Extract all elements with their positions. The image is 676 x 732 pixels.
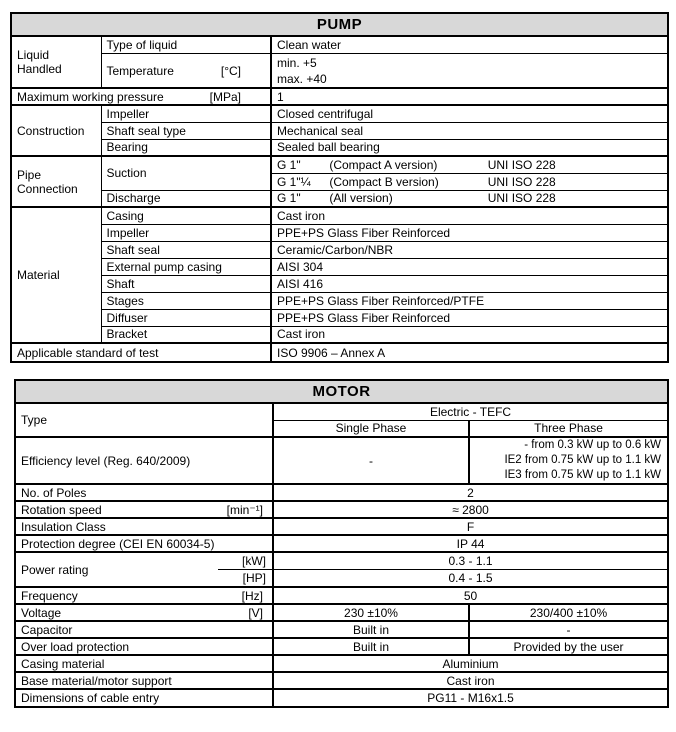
spec-label-max-pressure bbox=[11, 88, 271, 105]
spec-label: Stages bbox=[101, 292, 271, 309]
spec-label: Bearing bbox=[101, 139, 271, 156]
table-row bbox=[11, 105, 668, 122]
unit-label-kw: [kW] bbox=[218, 553, 272, 570]
table-row bbox=[15, 638, 668, 655]
table-row bbox=[11, 207, 668, 224]
table-row bbox=[15, 621, 668, 638]
spec-value: Cast iron bbox=[273, 672, 668, 689]
unit-label: [V] bbox=[248, 605, 263, 620]
voltage-single-phase: 230 ±10% bbox=[273, 604, 469, 621]
pipe-standard: UNI ISO 228 bbox=[487, 191, 556, 206]
spec-label: Efficiency level (Reg. 640/2009) bbox=[15, 437, 273, 484]
pipe-version: (Compact A version) bbox=[329, 157, 438, 172]
table-row bbox=[11, 53, 668, 88]
spec-label: Casing bbox=[101, 207, 271, 224]
overload-three-phase: Provided by the user bbox=[469, 638, 668, 655]
spec-value: ISO 9906 – Annex A bbox=[271, 343, 668, 362]
pipe-size: G 1"¼ bbox=[277, 174, 311, 189]
spec-value: AISI 416 bbox=[271, 275, 668, 292]
spec-value-pipe bbox=[271, 156, 668, 173]
spec-value-pipe bbox=[271, 173, 668, 190]
spec-value: Ceramic/Carbon/NBR bbox=[271, 241, 668, 258]
table-row bbox=[15, 655, 668, 672]
spec-value-pipe bbox=[271, 190, 668, 207]
table-row bbox=[15, 604, 668, 621]
pipe-version: (Compact B version) bbox=[329, 174, 439, 189]
temp-min-value: min. +5 bbox=[277, 55, 317, 70]
spec-label: Frequency bbox=[21, 588, 78, 603]
pipe-size: G 1" bbox=[277, 191, 301, 206]
spec-value: PG11 - M16x1.5 bbox=[273, 689, 668, 707]
spec-value: 2 bbox=[273, 484, 668, 501]
unit-label: [MPa] bbox=[209, 89, 241, 104]
pipe-size: G 1" bbox=[277, 157, 301, 172]
spec-value: Cast iron bbox=[271, 326, 668, 343]
spec-label: Voltage bbox=[21, 605, 62, 620]
table-row bbox=[15, 403, 668, 420]
unit-label: [Hz] bbox=[241, 588, 263, 603]
group-label-construction: Construction bbox=[11, 105, 101, 156]
spec-value: IP 44 bbox=[273, 535, 668, 552]
spec-label-temperature bbox=[101, 53, 271, 88]
spec-label-rotation-speed bbox=[15, 501, 273, 518]
table-row bbox=[11, 258, 668, 275]
spec-label-power-rating bbox=[15, 552, 273, 587]
pipe-standard: UNI ISO 228 bbox=[487, 174, 556, 189]
table-row bbox=[11, 309, 668, 326]
temp-max-value: max. +40 bbox=[277, 71, 327, 86]
table-row bbox=[15, 672, 668, 689]
pipe-version: (All version) bbox=[329, 191, 393, 206]
spec-value: PPE+PS Glass Fiber Reinforced bbox=[271, 224, 668, 241]
spec-label: Temperature bbox=[106, 63, 174, 78]
table-row bbox=[15, 587, 668, 604]
table-row bbox=[15, 518, 668, 535]
group-label-pipe-connection: Pipe Connection bbox=[11, 156, 101, 207]
spec-value: Sealed ball bearing bbox=[271, 139, 668, 156]
table-row bbox=[11, 326, 668, 343]
spec-value: AISI 304 bbox=[271, 258, 668, 275]
spec-label: Type of liquid bbox=[101, 36, 271, 53]
motor-spec-table bbox=[14, 379, 669, 708]
unit-label: [°C] bbox=[220, 63, 241, 78]
motor-type-value: Electric - TEFC bbox=[273, 403, 668, 420]
spec-value-power-hp: 0.4 - 1.5 bbox=[273, 570, 668, 588]
spec-label: Rotation speed bbox=[21, 502, 102, 517]
spec-label: Impeller bbox=[101, 224, 271, 241]
spec-value: Cast iron bbox=[271, 207, 668, 224]
efficiency-three-phase bbox=[469, 437, 668, 484]
table-row bbox=[11, 292, 668, 309]
table-row bbox=[15, 380, 668, 403]
pump-spec-table bbox=[10, 12, 669, 363]
power-units bbox=[218, 553, 272, 586]
table-row bbox=[11, 343, 668, 362]
spec-value: F bbox=[273, 518, 668, 535]
spec-label-type: Type bbox=[15, 403, 273, 437]
group-label-material: Material bbox=[11, 207, 101, 343]
overload-single-phase: Built in bbox=[273, 638, 469, 655]
spec-value: Clean water bbox=[271, 36, 668, 53]
table-row bbox=[15, 689, 668, 707]
spec-value: Aluminium bbox=[273, 655, 668, 672]
spec-value: Closed centrifugal bbox=[271, 105, 668, 122]
table-row bbox=[15, 437, 668, 484]
capacitor-three-phase: - bbox=[469, 621, 668, 638]
table-row bbox=[11, 190, 668, 207]
table-row bbox=[15, 501, 668, 518]
efficiency-single-phase: - bbox=[273, 437, 469, 484]
capacitor-single-phase: Built in bbox=[273, 621, 469, 638]
column-header-single-phase: Single Phase bbox=[273, 420, 469, 437]
table-row bbox=[15, 484, 668, 501]
spec-label: Applicable standard of test bbox=[11, 343, 271, 362]
spec-label: No. of Poles bbox=[15, 484, 273, 501]
spec-label: External pump casing bbox=[101, 258, 271, 275]
column-header-three-phase: Three Phase bbox=[469, 420, 668, 437]
spec-label: Base material/motor support bbox=[15, 672, 273, 689]
spec-value-power-kw: 0.3 - 1.1 bbox=[273, 552, 668, 570]
spec-label: Shaft bbox=[101, 275, 271, 292]
spec-label: Shaft seal bbox=[101, 241, 271, 258]
table-row bbox=[11, 275, 668, 292]
table-row bbox=[11, 224, 668, 241]
spec-label: Insulation Class bbox=[15, 518, 273, 535]
table-row bbox=[11, 36, 668, 53]
spec-value: PPE+PS Glass Fiber Reinforced bbox=[271, 309, 668, 326]
efficiency-line: IE2 from 0.75 kW up to 1.1 kW bbox=[504, 454, 662, 466]
spec-value: 1 bbox=[271, 88, 668, 105]
spec-label: Casing material bbox=[15, 655, 273, 672]
spec-label-frequency bbox=[15, 587, 273, 604]
spec-label-voltage bbox=[15, 604, 273, 621]
spec-label: Shaft seal type bbox=[101, 122, 271, 139]
spec-label: Diffuser bbox=[101, 309, 271, 326]
table-row bbox=[11, 156, 668, 173]
efficiency-line: - from 0.3 kW up to 0.6 kW bbox=[524, 439, 662, 451]
pump-table-title: PUMP bbox=[11, 13, 668, 36]
table-row bbox=[15, 552, 668, 570]
table-row bbox=[11, 122, 668, 139]
efficiency-line: IE3 from 0.75 kW up to 1.1 kW bbox=[504, 469, 662, 481]
spec-label: Impeller bbox=[101, 105, 271, 122]
spec-label-suction: Suction bbox=[101, 156, 271, 190]
spec-value: PPE+PS Glass Fiber Reinforced/PTFE bbox=[271, 292, 668, 309]
group-label-liquid-handled: Liquid Handled bbox=[11, 36, 101, 88]
spec-value-temperature bbox=[271, 53, 668, 88]
spec-label: Maximum working pressure bbox=[17, 89, 164, 104]
spec-label: Bracket bbox=[101, 326, 271, 343]
spec-value: 50 bbox=[273, 587, 668, 604]
table-row bbox=[11, 139, 668, 156]
table-row bbox=[11, 88, 668, 105]
motor-table-title: MOTOR bbox=[15, 380, 668, 403]
spec-label: Power rating bbox=[21, 562, 89, 577]
table-row bbox=[15, 535, 668, 552]
unit-label: [min⁻¹] bbox=[226, 502, 263, 517]
spec-label-discharge: Discharge bbox=[101, 190, 271, 207]
spec-value: Mechanical seal bbox=[271, 122, 668, 139]
spec-label: Dimensions of cable entry bbox=[15, 689, 273, 707]
spec-label: Over load protection bbox=[15, 638, 273, 655]
unit-label-hp: [HP] bbox=[242, 571, 266, 585]
spec-label: Protection degree (CEI EN 60034-5) bbox=[15, 535, 273, 552]
spec-value: ≈ 2800 bbox=[273, 501, 668, 518]
pipe-standard: UNI ISO 228 bbox=[487, 157, 556, 172]
spec-label: Capacitor bbox=[15, 621, 273, 638]
voltage-three-phase: 230/400 ±10% bbox=[469, 604, 668, 621]
table-row bbox=[11, 13, 668, 36]
table-row bbox=[11, 241, 668, 258]
